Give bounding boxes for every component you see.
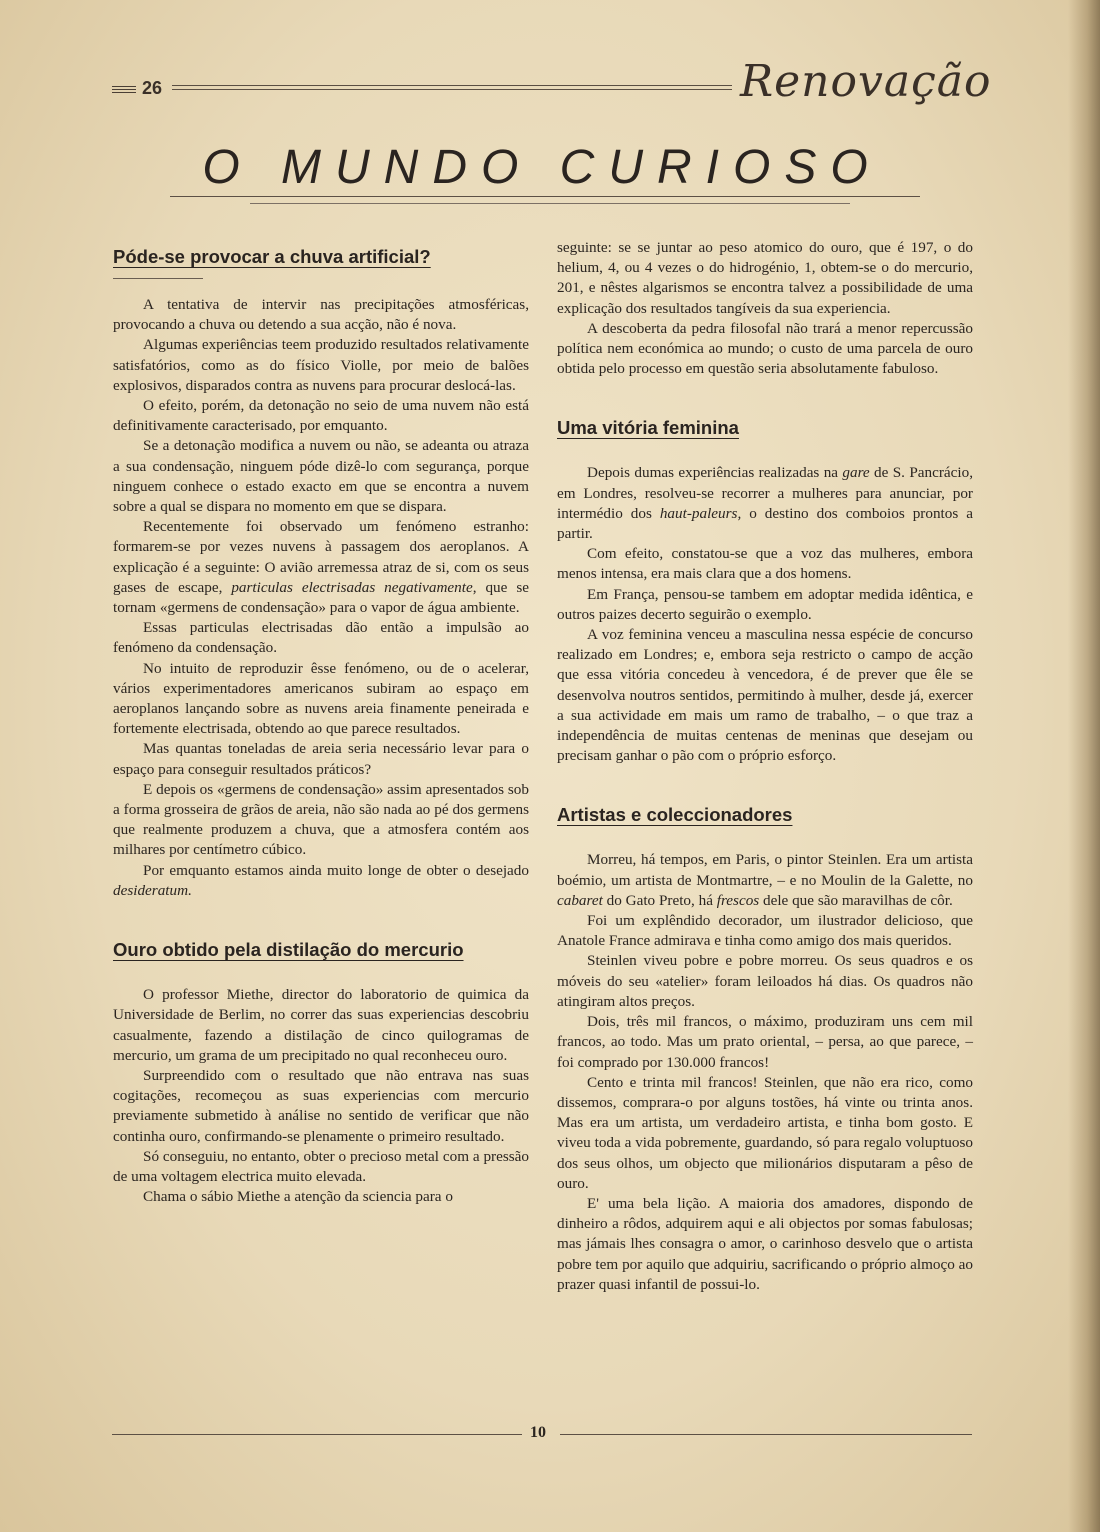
header-rule	[172, 85, 732, 93]
page-footer	[112, 1424, 972, 1444]
paragraph: A descoberta da pedra filosofal não trará a menor repercussão política nem económica ao mundo; o custo de uma parcela de ouro obtida pelo processo em questão seria absolutamente fabuloso.	[557, 319, 973, 378]
paragraph: seguinte: se se juntar ao peso atomico do ouro, que é 197, o do helium, 4, ou 4 vezes o do hidrogénio, 1, obtem-se o do mercurio, 201, e nêstes algarismos se encontra talvez a possibilidade de uma explicação dos resultados tangíveis da sua experiencia.	[557, 239, 973, 317]
article-heading-feminine: Uma vitória feminina	[557, 417, 739, 439]
article-heading-rain: Póde-se provocar a chuva artificial?	[113, 246, 431, 267]
footer-rule-right	[560, 1434, 972, 1435]
page-number: 26	[142, 78, 163, 98]
paragraph: Por emquanto estamos ainda muito longe de obter o desejado desideratum.	[113, 861, 529, 899]
folio-number: 10	[530, 1424, 546, 1441]
masthead-logo: Renovação	[740, 56, 992, 107]
paragraph: O professor Miethe, director do laboratorio de quimica da Universidade de Berlim, no correr das suas experiencias descobriu casualmente, fazendo a distilação de cinco quilogramas de mercurio, um grama de um precipitado no qual reconheceu ouro.	[113, 986, 529, 1064]
paragraph: Em França, pensou-se tambem em adoptar medida idêntica, e outros paizes decerto seguirão o exemplo.	[557, 585, 973, 623]
page-header	[112, 56, 992, 114]
paragraph: A tentativa de intervir nas precipitações atmosféricas, provocando a chuva ou detendo a sua acção, não é nova.	[113, 296, 529, 334]
article-heading-artists: Artistas e coleccionadores	[557, 804, 793, 826]
paragraph: Essas particulas electrisadas dão então a impulsão ao fenómeno da condensação.	[113, 619, 529, 657]
paragraph: Depois dumas experiências realizadas na gare de S. Pancrácio, em Londres, resolveu-se recorrer a mulheres para anunciar, por intermédio dos haut-paleurs, o destino dos comboios prontos a partir.	[557, 464, 973, 543]
paragraph: Com efeito, constatou-se que a voz das mulheres, embora menos intensa, era mais clara que a dos homens.	[557, 545, 973, 583]
paragraph: Só conseguiu, no entanto, obter o precioso metal com a pressão de uma voltagem electrica muito elevada.	[113, 1147, 529, 1185]
article-heading-gold: Ouro obtido pela distilação do mercurio	[113, 939, 464, 961]
paragraph: Foi um explêndido decorador, um ilustrador delicioso, que Anatole France admirava e tinha como amigo dos mais queridos.	[557, 912, 973, 950]
paragraph: Surpreendido com o resultado que não entrava nas suas cogitações, recomeçou as suas experiencias com mercurio previamente submetido à análise no sentido de verificar que não continha ouro, confirmando-se plenamente o primeiro resultado.	[113, 1066, 529, 1145]
paragraph: Cento e trinta mil francos! Steinlen, que não era rico, como dissemos, comprara-o por alguns tostões, há vinte ou trinta anos. Mas era um artista, um verdadeiro artista, e tinha bom gosto. E viveu toda a vida pobremente, guardando, só para regalo voluptuoso dos seus olhos, um objecto que milionários disputaram a pêso de ouro.	[557, 1073, 973, 1192]
footer-rule-left	[112, 1434, 522, 1435]
page-title: O MUNDO CURIOSO	[202, 141, 882, 194]
paragraph: No intuito de reproduzir êsse fenómeno, ou de o acelerar, vários experimentadores americanos subiram ao espaço em aeroplanos lançando sobre as nuvens areia finamente peneirada e fortemente electrisada, obtendo ao que parece resultados.	[113, 659, 529, 738]
paragraph: A voz feminina venceu a masculina nessa espécie de concurso realizado em Londres; e, embora seja restricto o campo de acção que essa vitória concedeu à vencedora, é de prever que êle se desenvolva noutros sentidos, permitindo à mulher, desde já, exercer a sua actividade em mais um ramo de trabalho, – o que traz a independência de muitas centenas de meninas que desejam ou precisam ganhar o pão com o próprio esforço.	[557, 626, 973, 765]
paragraph: E' uma bela lição. A maioria dos amadores, dispondo de dinheiro a rôdos, adquirem aqui e ali objectos por somas fabulosas; mas jámais lhes consagra o amor, o carinhoso desvelo que o artista pobre tem por aquilo que adquiriu, sacrificando o próprio almoço ao prazer quasi infantil de possui-lo.	[557, 1194, 973, 1293]
paragraph: Chama o sábio Miethe a atenção da sciencia para o	[143, 1188, 453, 1206]
title-underline-secondary	[250, 203, 850, 204]
page-edge-shadow	[1068, 0, 1100, 1532]
paragraph: Algumas experiências teem produzido resultados relativamente satisfatórios, como as do físico Violle, por meio de balões explosivos, disparados contra as nuvens para procurar deslocá-las.	[113, 336, 529, 394]
paragraph: O efeito, porém, da detonação no seio de uma nuvem não está definitivamente caracterisado, por emquanto.	[113, 397, 529, 435]
left-column	[113, 238, 529, 1207]
right-column	[557, 238, 973, 1295]
paragraph: Morreu, há tempos, em Paris, o pintor Steinlen. Era um artista boémio, um artista de Montmartre, – e no Moulin de la Galette, no cabaret do Gato Preto, há frescos dele que são maravilhas de côr.	[557, 851, 973, 909]
header-ticks	[112, 86, 136, 95]
paragraph: Se a detonação modifica a nuvem ou não, se adeanta ou atraza a sua condensação, ninguem póde dizê-lo com segurança, porque ninguem conhece o estado exacto em que se encontra a nuvem sobre a qual se dispara no momento em que se dispara.	[113, 437, 529, 516]
paragraph: E depois os «germens de condensação» assim apresentados sob a forma grosseira de grãos de areia, não são nada ao pé dos germens que realmente produzem a chuva, que a atmosfera contém aos milhares por centímetro cúbico.	[113, 780, 529, 859]
paragraph: Recentemente foi observado um fenómeno estranho: formarem-se por vezes nuvens à passagem dos aeroplanos. A explicação é a seguinte: O avião arremessa atraz de si, com os seus gases de escape, particulas electrisadas negativamente, que se tornam «germens de condensação» para o vapor de água ambiente.	[113, 518, 529, 617]
paragraph: Steinlen viveu pobre e pobre morreu. Os seus quadros e os móveis do seu «atelier» foram leiloados há dias. Os quadros não atingiram altos preços.	[557, 952, 973, 1010]
title-underline	[170, 196, 920, 197]
paragraph: Mas quantas toneladas de areia seria necessário levar para o espaço para conseguir resultados práticos?	[113, 740, 529, 778]
paragraph: Dois, três mil francos, o máximo, produziram uns cem mil francos, ao todo. Mas um prato oriental, – persa, ao que parece, – foi comprado por 130.000 francos!	[557, 1013, 973, 1071]
